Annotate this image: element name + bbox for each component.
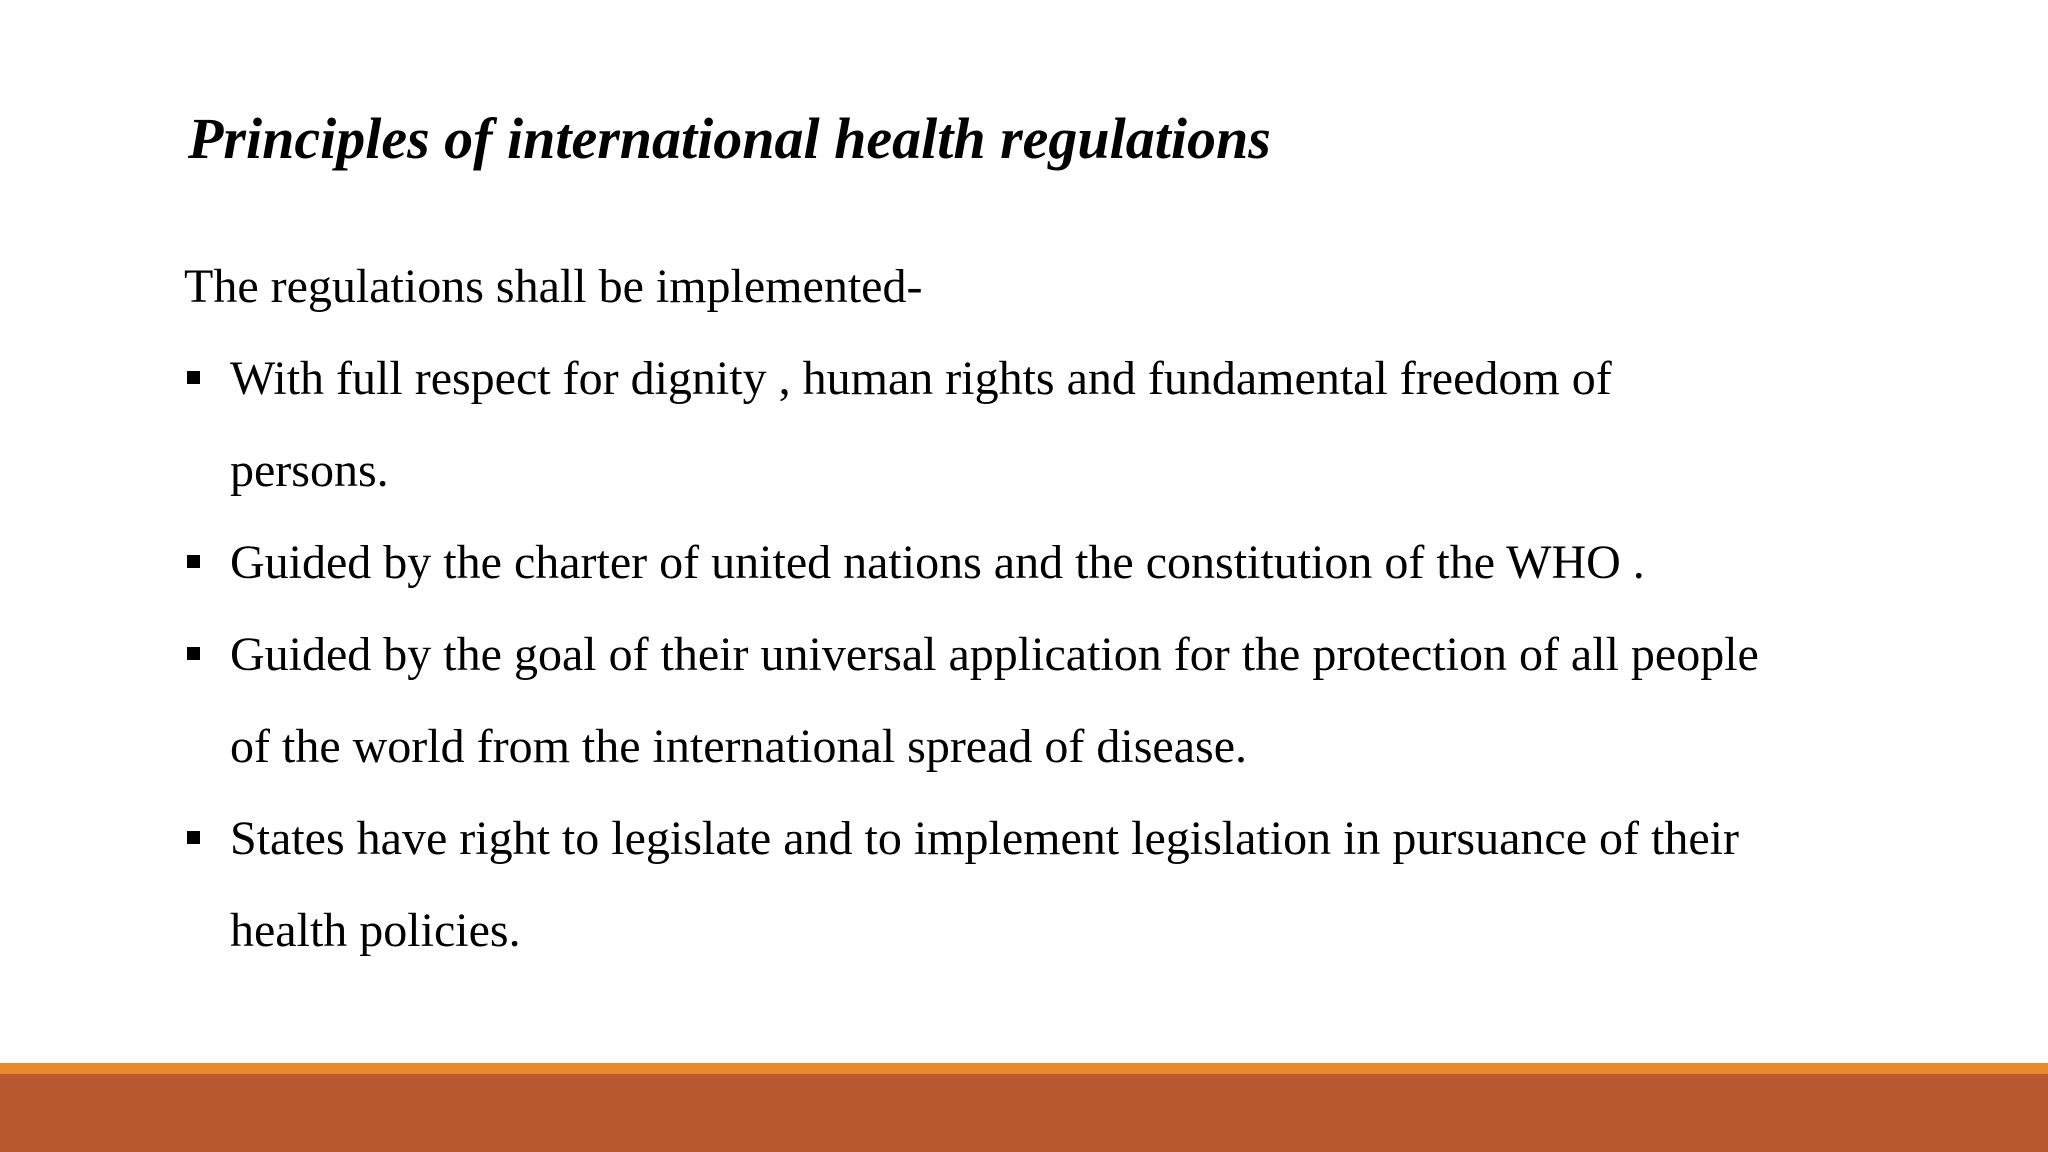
bullet-item <box>184 793 1780 977</box>
square-bullet-icon <box>187 555 200 568</box>
footer-bar <box>0 1074 2048 1152</box>
bullet-text: Guided by the goal of their universal application for the protection of all people of the world from the international spread of disease. <box>230 628 1759 773</box>
bullet-list <box>184 333 1784 977</box>
bullet-text: With full respect for dignity , human rights and fundamental freedom of persons. <box>230 352 1612 497</box>
bullet-item <box>184 333 1780 517</box>
square-bullet-icon <box>187 647 200 660</box>
square-bullet-icon <box>187 831 200 844</box>
intro-text: The regulations shall be implemented- <box>184 260 923 313</box>
bullet-text: Guided by the charter of united nations and the constitution of the WHO . <box>230 536 1645 589</box>
footer-accent-stripe <box>0 1063 2048 1074</box>
bullet-text: States have right to legislate and to implement legislation in pursuance of their health policies. <box>230 812 1739 957</box>
slide-body <box>184 241 1784 977</box>
bullet-item <box>184 609 1780 793</box>
bullet-item <box>184 517 1780 609</box>
slide-title: Principles of international health regulations <box>188 106 1271 171</box>
square-bullet-icon <box>187 371 200 384</box>
